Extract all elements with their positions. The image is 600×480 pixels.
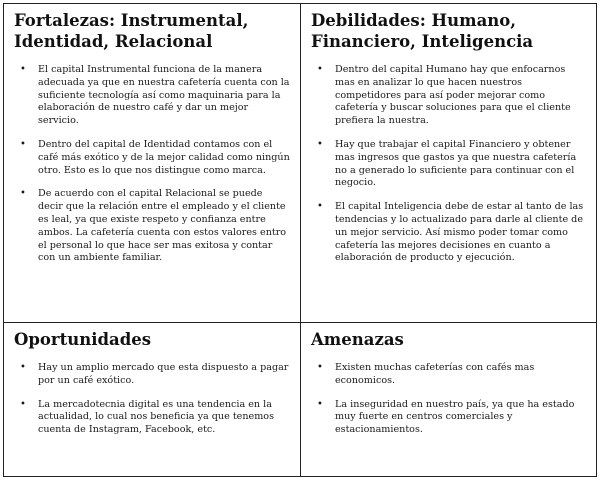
swot-table [3,3,597,477]
fortalezas-title: Fortalezas: Instrumental, Identidad, Relacional [14,11,249,51]
list-item: • Hay un amplio mercado que esta dispuesto a pagar por un café exótico. [32,362,290,388]
quadrant-oportunidades [4,323,300,477]
list-item: • El capital Instrumental funciona de la manera adecuada ya que en nuestra cafetería cuenta con la suficiente tecnología así como maquinaria para la elaboración de nuestro café y dar un mejor servicio. [32,64,290,128]
quadrant-debilidades [301,4,597,322]
debilidades-list [311,64,587,265]
amenazas-title: Amenazas [311,330,404,349]
list-item: • La inseguridad en nuestro país, ya que ha estado muy fuerte en centros comerciales y estacionamientos. [329,399,587,437]
list-item: • De acuerdo con el capital Relacional se puede decir que la relación entre el empleado y el cliente es leal, ya que existe respeto y confianza entre ambos. La cafetería cuenta con estos valores entro el personal lo que hace ser mas exitosa y contar con un ambiente familiar. [32,188,290,265]
list-item: • Dentro del capital de Identidad contamos con el café más exótico y de la mejor calidad como ningún otro. Esto es lo que nos distingue como marca. [32,139,290,177]
list-item: • Dentro del capital Humano hay que enfocarnos mas en analizar lo que hacen nuestros competidores para así poder mejorar como cafetería y buscar soluciones para que el cliente prefiera la nuestra. [329,64,587,128]
oportunidades-list [14,362,290,437]
fortalezas-list [14,64,290,265]
oportunidades-title: Oportunidades [14,330,152,349]
amenazas-list [311,362,587,437]
list-item: • La mercadotecnia digital es una tendencia en la actualidad, lo cual nos beneficia ya que tenemos cuenta de Instagram, Facebook, etc. [32,399,290,437]
debilidades-title: Debilidades: Humano, Financiero, Inteligencia [311,11,534,51]
list-item: • El capital Inteligencia debe de estar al tanto de las tendencias y lo actualizado para darle al cliente de un mejor servicio. Así mismo poder tomar como cafetería las mejores decisiones en cuanto a elaboración de producto y ejecución. [329,201,587,265]
quadrant-amenazas [301,323,597,477]
list-item: • Hay que trabajar el capital Financiero y obtener mas ingresos que gastos ya que nuestra cafetería no a generado lo suficiente para continuar con el negocio. [329,139,587,190]
quadrant-fortalezas [4,4,300,322]
list-item: • Existen muchas cafeterías con cafés mas economicos. [329,362,587,388]
